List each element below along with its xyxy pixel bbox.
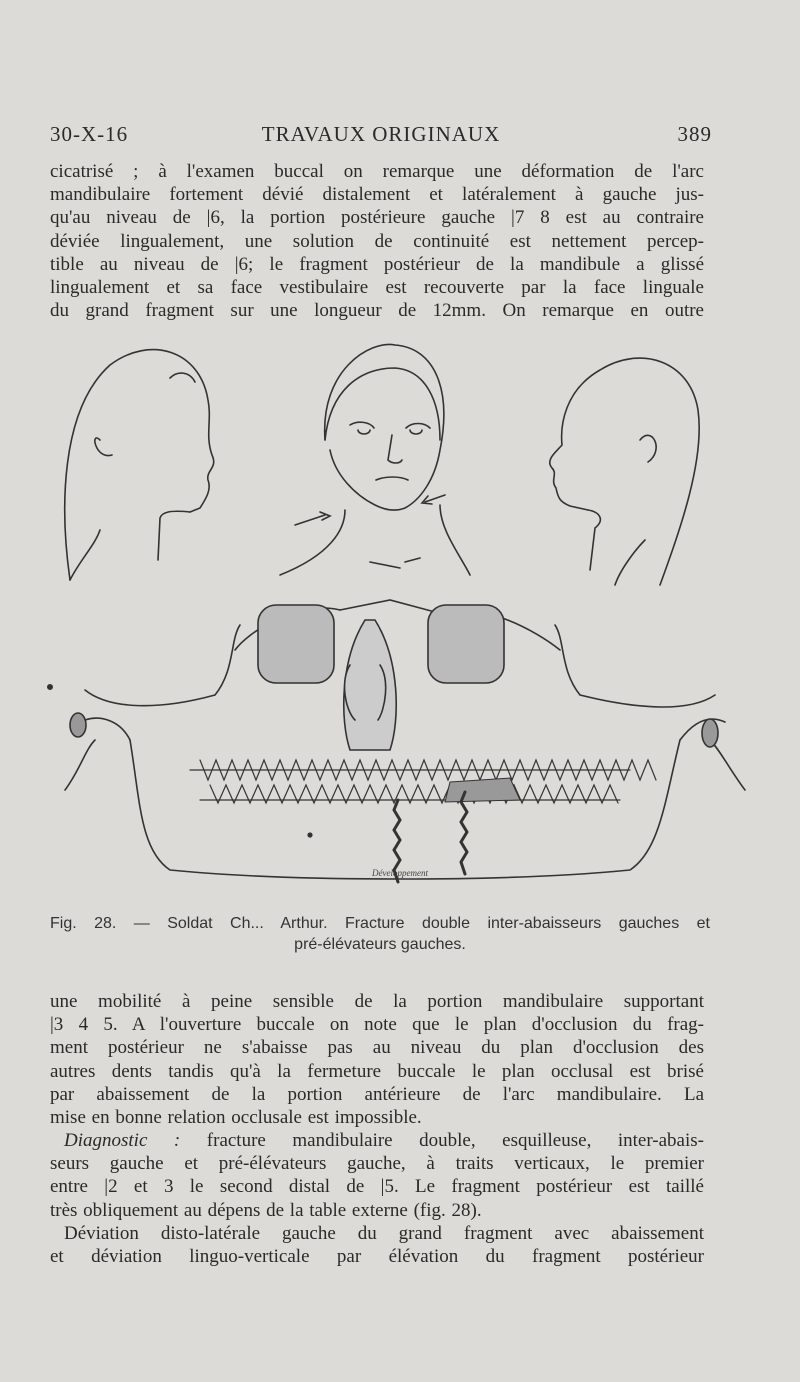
text-line: Déviation disto-latérale gauche du grand fragment avec abaissement xyxy=(64,1223,704,1244)
text-line: mise en bonne relation occlusale est impossible. xyxy=(50,1107,422,1129)
caption-line-2: pré-élévateurs gauches. xyxy=(294,936,466,953)
bottom-paragraph xyxy=(50,990,704,1129)
running-header xyxy=(50,122,712,152)
text-line: par abaissement de la portion antérieure de l'arc mandibulaire. La xyxy=(50,1083,704,1105)
text-line: |3 4 5. A l'ouverture buccale on note que le plan d'occlusion du frag- xyxy=(50,1014,704,1036)
text-line: entre |2 et 3 le second distal de |5. Le fragment postérieur est taillé xyxy=(50,1176,704,1198)
text-line: seurs gauche et pré-élévateurs gauche, à traits verticaux, le premier xyxy=(50,1153,704,1175)
dot-mark xyxy=(48,685,52,689)
right-orbit xyxy=(428,605,504,683)
lower-teeth-hatched xyxy=(445,778,520,802)
header-section-title: TRAVAUX ORIGINAUX xyxy=(261,122,501,146)
header-date: 30-X-16 xyxy=(50,122,129,146)
left-profile-head xyxy=(65,350,214,580)
diagnostic-paragraph xyxy=(50,1129,704,1222)
text-line: cicatrisé ; à l'examen buccal on remarque une déformation de l'arc xyxy=(50,161,704,182)
text-line: qu'au niveau de |6, la portion postérieure gauche |7 8 est au contraire xyxy=(50,207,704,229)
mandible-outline xyxy=(65,718,745,879)
diagnostic-label: Diagnostic : xyxy=(64,1130,181,1151)
lower-teeth-row xyxy=(200,785,620,803)
text-line: et déviation linguo-verticale par élévation du fragment postérieur xyxy=(50,1246,704,1268)
nasal-cavity xyxy=(344,620,396,750)
right-profile-head xyxy=(550,358,699,585)
text-line: lingualement et sa face vestibulaire est recouverte par la face linguale xyxy=(50,277,704,299)
figure-caption xyxy=(50,913,710,955)
condyle-right xyxy=(702,719,718,747)
figure-small-label: Développement xyxy=(372,868,428,878)
front-face-head xyxy=(280,344,470,575)
text-line: tible au niveau de |6; le fragment postérieur de la mandibule a glissé xyxy=(50,253,704,275)
fracture-line-2 xyxy=(461,792,467,874)
text-line: mandibulaire fortement dévié distalement et latéralement à gauche jus- xyxy=(50,184,704,206)
text-line: ment postérieur ne s'abaisse pas au niveau du plan d'occlusion des xyxy=(50,1037,704,1059)
caption-line-1: Fig. 28. — Soldat Ch... Arthur. Fracture double inter-abaisseurs gauches et xyxy=(50,915,710,932)
text-line: une mobilité à peine sensible de la portion mandibulaire supportant xyxy=(50,991,704,1012)
last-paragraph xyxy=(50,1222,704,1268)
text-line: déviée lingualement, une solution de continuité est nettement percep- xyxy=(50,230,704,252)
condyle-left xyxy=(70,713,86,737)
header-page-number: 389 xyxy=(677,122,712,146)
text-line: du grand fragment sur une longueur de 12mm. On remarque en outre xyxy=(50,300,704,322)
text-line: autres dents tandis qu'à la fermeture buccale le plan occlusal est brisé xyxy=(50,1060,704,1082)
left-orbit xyxy=(258,605,334,683)
maxilla-outline xyxy=(85,600,715,707)
text-line xyxy=(50,1129,704,1152)
fracture-illustration xyxy=(40,330,760,890)
upper-teeth-row xyxy=(190,760,656,780)
dot-mark xyxy=(308,833,312,837)
diagnostic-text: fracture mandibulaire double, esquilleuse, inter-abais- xyxy=(180,1130,704,1151)
text-line: très obliquement au dépens de la table externe (fig. 28). xyxy=(50,1199,482,1221)
top-paragraph xyxy=(50,160,704,322)
